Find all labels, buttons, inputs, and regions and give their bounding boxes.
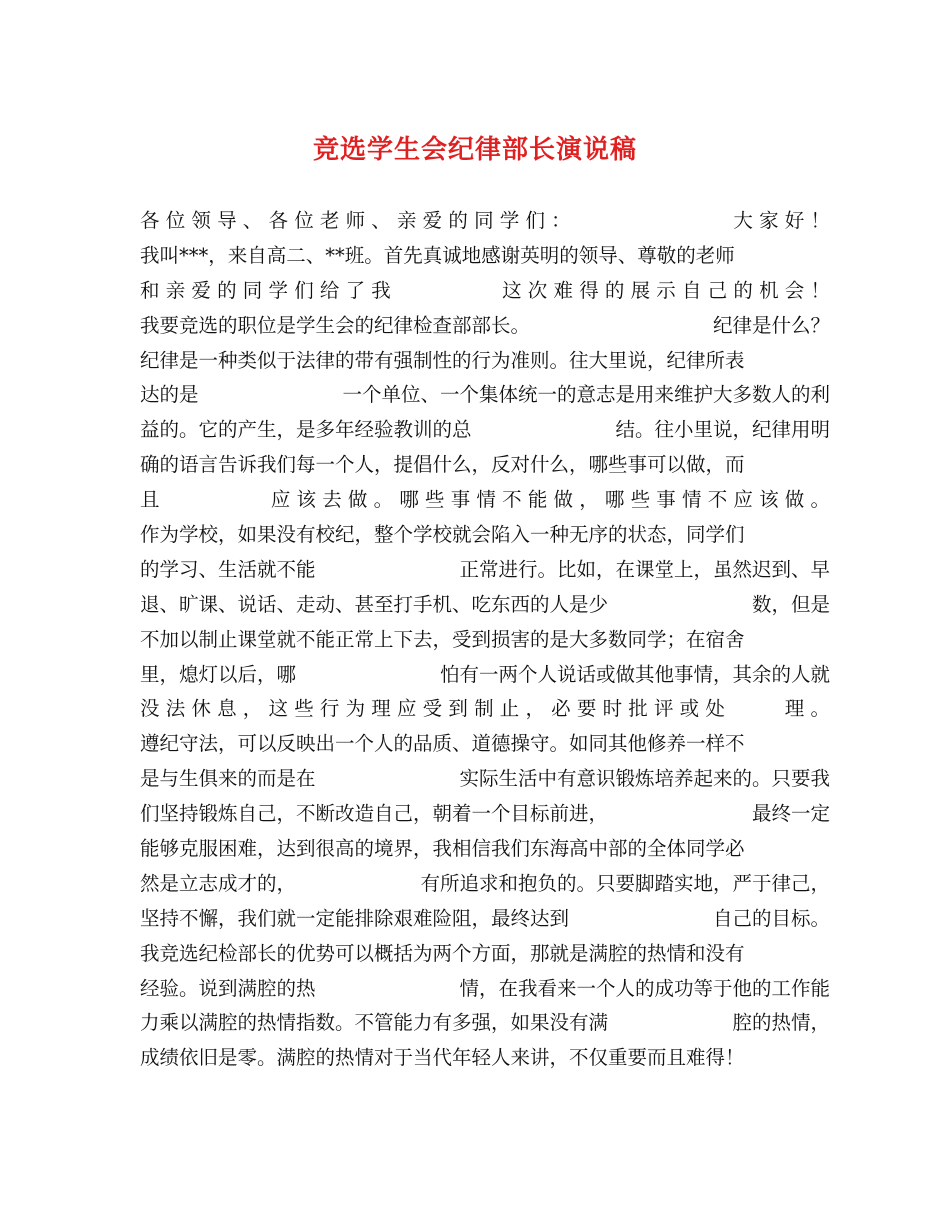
text-line (140, 832, 830, 867)
text-segment: 退、旷课、说话、走动、甚至打手机、吃东西的人是少 (140, 592, 609, 616)
text-line (140, 658, 830, 693)
text-segment: 腔的热情， (732, 1011, 830, 1035)
text-line (140, 797, 830, 832)
text-segment: 确的语言告诉我们每一个人，提倡什么，反对什么，哪些事可以做，而 (140, 453, 745, 477)
text-line (140, 204, 830, 239)
text-line (140, 274, 830, 309)
text-segment: 结。往小里说，纪律用明 (615, 418, 830, 442)
text-line (140, 588, 830, 623)
text-segment: 纪律是什么？ (712, 313, 830, 337)
text-segment: 遵纪守法，可以反映出一个人的品质、道德操守。如同其他修养一样不 (140, 732, 745, 756)
text-segment: 没 法 休 息 ， 这 些 行 为 理 应 受 到 制 止 ， 必 要 时 批 评 或 处 (140, 697, 725, 721)
text-segment: 实际生活中有意识锻炼培养起来的。只要我 (459, 767, 830, 791)
text-line (140, 937, 830, 972)
text-line (140, 902, 830, 937)
text-segment: 作为学校，如果没有校纪，整个学校就会陷入一种无序的状态，同学们 (140, 523, 745, 547)
text-line (140, 972, 830, 1007)
text-line (140, 692, 830, 727)
text-segment: 各 位 领 导 、 各 位 老 师 、 亲 爱 的 同 学 们 ： (140, 209, 571, 232)
text-line (140, 553, 830, 588)
text-line (140, 483, 830, 518)
text-segment: 和 亲 爱 的 同 学 们 给 了 我 (140, 278, 391, 302)
text-line (140, 727, 830, 762)
text-line (140, 309, 830, 344)
text-segment: 我竞选纪检部长的优势可以概括为两个方面，那就是满腔的热情和没有 (140, 941, 745, 965)
text-line (140, 1041, 830, 1076)
text-segment: 理 。 (784, 697, 830, 721)
text-segment: 大 家 好 ！ (733, 209, 830, 232)
text-line (140, 623, 830, 658)
text-segment: 然是立志成才的， (140, 871, 297, 895)
text-line (140, 1006, 830, 1041)
text-segment: 有所追求和抱负的。只要脚踏实地，严于律己， (420, 871, 830, 895)
text-line (140, 378, 830, 413)
text-segment: 最终一定 (751, 802, 830, 826)
text-line (140, 518, 830, 553)
text-segment: 且 (140, 488, 160, 512)
text-segment: 我要竞选的职位是学生会的纪律检查部部长。 (140, 313, 531, 337)
text-line (140, 239, 830, 274)
text-segment: 达的是 (140, 383, 199, 407)
text-segment: 不加以制止课堂就不能正常上下去，受到损害的是大多数同学；在宿舍 (140, 627, 745, 651)
text-segment: 我叫***，来自高二、**班。首先真诚地感谢英明的领导、尊敬的老师 (140, 243, 735, 267)
text-segment: 自己的目标。 (712, 906, 830, 930)
text-segment: 能够克服困难，达到很高的境界，我相信我们东海高中部的全体同学必 (140, 837, 745, 861)
document-body (140, 204, 830, 1076)
text-segment: 们坚持锻炼自己，不断改造自己，朝着一个目标前进， (140, 802, 609, 826)
text-segment: 一个单位、一个集体统一的意志是用来维护大多数人的利 (342, 383, 830, 407)
text-segment: 应 该 去 做 。 哪 些 事 情 不 能 做 ， 哪 些 事 情 不 应 该 做 。 (270, 488, 830, 512)
text-line (140, 762, 830, 797)
text-segment: 是与生俱来的而是在 (140, 767, 316, 791)
text-segment: 怕有一两个人说话或做其他事情，其余的人就 (439, 662, 830, 686)
text-segment: 经验。说到满腔的热 (140, 976, 316, 1000)
text-line (140, 448, 830, 483)
text-segment: 这 次 难 得 的 展 示 自 己 的 机 会 ！ (502, 278, 830, 302)
text-line (140, 413, 830, 448)
text-segment: 坚持不懈，我们就一定能排除艰难险阻，最终达到 (140, 906, 570, 930)
text-segment: 情，在我看来一个人的成功等于他的工作能 (459, 976, 830, 1000)
text-segment: 成绩依旧是零。满腔的热情对于当代年轻人来讲，不仅重要而且难得！ (140, 1046, 745, 1070)
text-segment: 力乘以满腔的热情指数。不管能力有多强，如果没有满 (140, 1011, 609, 1035)
text-line (140, 867, 830, 902)
text-segment: 益的。它的产生，是多年经验教训的总 (140, 418, 472, 442)
text-segment: 纪律是一种类似于法律的带有强制性的行为准则。往大里说，纪律所表 (140, 348, 745, 372)
text-segment: 正常进行。比如，在课堂上，虽然迟到、早 (459, 557, 830, 581)
text-segment: 里，熄灯以后，哪 (140, 662, 297, 686)
text-line (140, 344, 830, 379)
document-title: 竞选学生会纪律部长演说稿 (312, 135, 637, 165)
text-segment: 数，但是 (751, 592, 830, 616)
text-segment: 的学习、生活就不能 (140, 557, 316, 581)
